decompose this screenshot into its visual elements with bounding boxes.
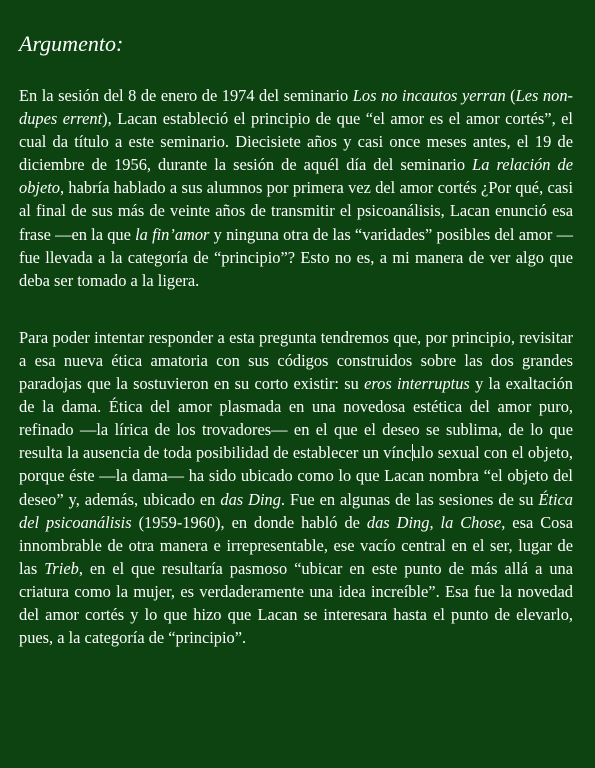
italic-run: Ética del psicoanálisis (19, 489, 573, 532)
section-heading: Argumento: (19, 31, 124, 56)
text-run: . Fue en algunas de las sesiones de su (280, 489, 539, 509)
italic-run: la Chose (440, 512, 502, 532)
italic-run: das Ding (220, 489, 281, 509)
text-run: , esa Cosa innombrable de otra manera e irrepresentable, ese vacío central en el ser, lugar de las (19, 512, 573, 578)
italic-run: das Ding (366, 512, 430, 532)
text-run: , habría hablado a sus alumnos por primera vez del amor cortés ¿Por qué, casi al final de sus más de veinte años de transmitir el psicoanálisis, Lacan enunció esa frase —en la que (19, 178, 573, 244)
text-run: (1959-1960), en donde habló de (131, 512, 367, 532)
italic-run: La relación de objeto (19, 155, 573, 198)
paragraph-1[interactable] (19, 84, 573, 292)
text-run: , en el que resultaría pasmoso “ubicar en este punto de más allá a una criatura como la mujer, es verdaderamente una idea increíble”. Esa fue la novedad del amor cortés y lo que hizo que Lacan se interesara hasta el punto de elevarlo, pues, a la categoría de “principio”. (19, 558, 573, 648)
text-run: ulo sexual con el objeto, porque éste —la dama— ha sido ubicado como lo que Lacan nombra “el objeto del deseo” y, además, ubicado en (19, 443, 573, 509)
text-run: y la exaltación de la dama. Ética del amor plasmada en una novedosa estética del amor puro, refinado —la lírica de los trovadores— en el que el deseo se sublima, de lo que resulta la ausencia de toda posibilidad de establecer un vínc (19, 374, 573, 463)
text-run: En la sesión del 8 de enero de 1974 del seminario (19, 86, 353, 105)
text-run: ), Lacan estableció el principio de que “el amor es el amor cortés”, el cual da título a este seminario. Diecisiete años y casi once meses antes, el 19 de diciembre de 1956, durante la sesión de aquél día del seminario (19, 109, 573, 175)
text-run: ( (505, 86, 516, 105)
paragraph-2[interactable] (19, 326, 573, 649)
italic-run: Trieb (44, 558, 79, 578)
text-run: , (429, 512, 441, 532)
italic-run: la fin’amor (135, 224, 210, 244)
text-run: Para poder intentar responder a esta pregunta tendremos que, por principio, revisitar a esa nueva ética amatoria con sus códigos construidos sobre las dos grandes paradojas que la sostuvieron en su corto existir: su (19, 327, 573, 394)
italic-run: Les non-dupes errent (19, 86, 573, 129)
italic-run: eros interruptus (364, 374, 470, 394)
italic-run: Los no incautos yerran (352, 86, 506, 105)
text-run: y ninguna otra de las “varidades” posibles del amor — fue llevada a la categoría de “principio”? Esto no es, a mi manera de ver algo que deba ser tomado a la ligera. (19, 224, 573, 290)
